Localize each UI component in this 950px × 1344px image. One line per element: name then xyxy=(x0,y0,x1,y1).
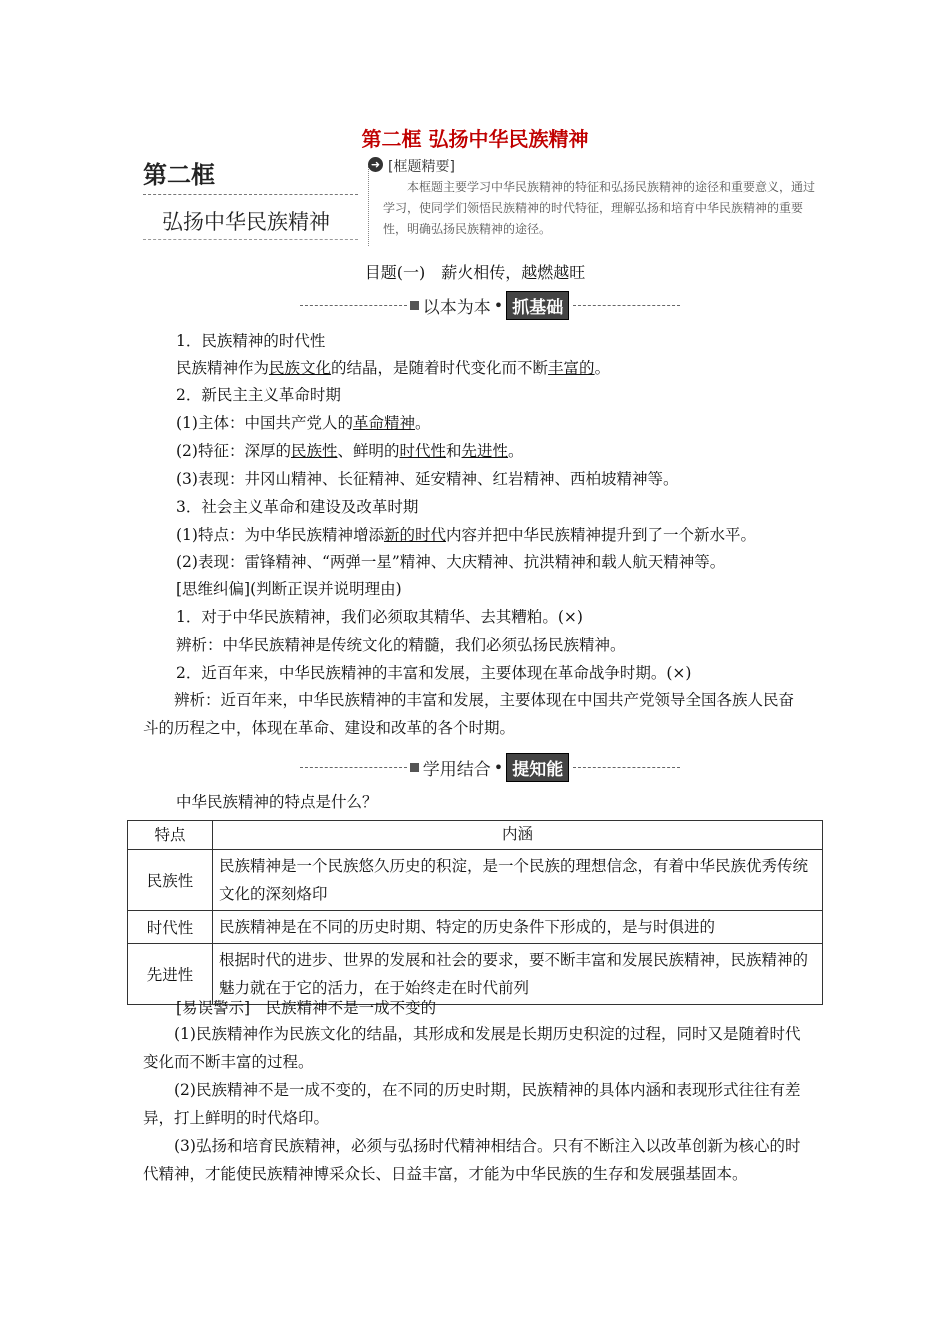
divider xyxy=(143,194,358,195)
table-row xyxy=(128,911,823,944)
question-item: 2．近百年来，中华民族精神的丰富和发展，主要体现在革命战争时期。(×) xyxy=(176,664,692,682)
summary-label: [框题精要] xyxy=(388,159,455,175)
list-item: (2)表现：雷锋精神、“两弹一星”精神、大庆精神、抗洪精神和载人航天精神等。 xyxy=(176,553,726,571)
table-header-row xyxy=(128,821,823,850)
page-title: 第二框 弘扬中华民族精神 xyxy=(361,127,589,151)
list-item: (3)表现：井冈山精神、长征精神、延安精神、红岩精神、西柏坡精神等。 xyxy=(176,470,679,488)
question-item: 1．对于中华民族精神，我们必须取其精华、去其糟粕。(×) xyxy=(176,608,583,626)
list-item: (1)特点：为中华民族精神增添新的时代内容并把中华民族精神提升到了一个新水平。 xyxy=(176,526,756,544)
table-cell: 民族精神是一个民族悠久历史的积淀，是一个民族的理想信念，有着中华民族优秀传统文化的深刻烙印 xyxy=(213,850,823,911)
question-text: 中华民族精神的特点是什么？ xyxy=(176,793,378,811)
table-cell: 民族精神是在不同的历史时期、特定的历史条件下形成的，是与时俱进的 xyxy=(213,911,823,944)
table-row xyxy=(128,850,823,911)
think-label: [思维纠偏](判断正误并说明理由) xyxy=(176,580,402,598)
table-cell: 时代性 xyxy=(128,911,213,944)
table-cell: 先进性 xyxy=(128,944,213,1005)
answer-item: 辨析：近百年来，中华民族精神的丰富和发展，主要体现在中国共产党领导全国各族人民奋斗的历程之中，体现在革命、建设和改革的各个时期。 xyxy=(143,691,795,737)
topic-heading: 目题(一) 薪火相传，越燃越旺 xyxy=(364,263,586,282)
list-item: (2)特征：深厚的民族性、鲜明的时代性和先进性。 xyxy=(176,442,524,460)
table-cell: 根据时代的进步、世界的发展和社会的要求，要不断丰富和发展民族精神，民族精神的魅力就在于它的活力，在于始终走在时代前列 xyxy=(213,944,823,1005)
lesson-number: 第二框 xyxy=(143,161,215,189)
warning-paragraph: (3)弘扬和培育民族精神，必须与弘扬时代精神相结合。只有不断注入以改革创新为核心的时代精神，才能使民族精神博采众长、日益丰富，才能为中华民族的生存和发展强基固本。 xyxy=(143,1137,801,1183)
summary-text: 本框题主要学习中华民族精神的特征和弘扬民族精神的途径和重要意义，通过学习，使同学们领悟民族精神的时代特征，理解弘扬和培育中华民族精神的重要性，明确弘扬民族精神的途径。 xyxy=(383,180,816,236)
table-header: 内涵 xyxy=(213,821,823,850)
heading-1: 1．民族精神的时代性 xyxy=(176,332,326,350)
table-cell: 民族性 xyxy=(128,850,213,911)
section-badge: 抓基础 xyxy=(506,291,569,320)
square-icon xyxy=(410,301,419,310)
answer-item: 辨析：中华民族精神是传统文化的精髓，我们必须弘扬民族精神。 xyxy=(176,636,626,654)
features-table xyxy=(127,820,823,1005)
divider xyxy=(143,239,358,240)
warning-paragraph: (1)民族精神作为民族文化的结晶，其形成和发展是长期历史积淀的过程，同时又是随着时代变化而不断丰富的过程。 xyxy=(143,1025,801,1071)
divider xyxy=(368,166,369,246)
warning-paragraph: (2)民族精神不是一成不变的，在不同的历史时期，民族精神的具体内涵和表现形式往往有差异，打上鲜明的时代烙印。 xyxy=(143,1081,801,1127)
lesson-title: 弘扬中华民族精神 xyxy=(162,210,330,234)
heading-2: 2．新民主主义革命时期 xyxy=(176,386,341,404)
square-icon xyxy=(410,763,419,772)
paragraph: 民族精神作为民族文化的结晶，是随着时代变化而不断丰富的。 xyxy=(176,359,611,377)
table-header: 特点 xyxy=(128,821,213,850)
section-badge: 提知能 xyxy=(506,753,569,782)
heading-3: 3．社会主义革命和建设及改革时期 xyxy=(176,498,419,516)
arrow-right-icon: ➜ xyxy=(368,157,383,172)
section-header-basics: 以本为本 • 抓基础 xyxy=(300,292,680,318)
warning-label: [易误警示] 民族精神不是一成不变的 xyxy=(176,999,437,1017)
list-item: (1)主体：中国共产党人的革命精神。 xyxy=(176,414,431,432)
section-header-application: 学用结合 • 提知能 xyxy=(300,754,680,780)
